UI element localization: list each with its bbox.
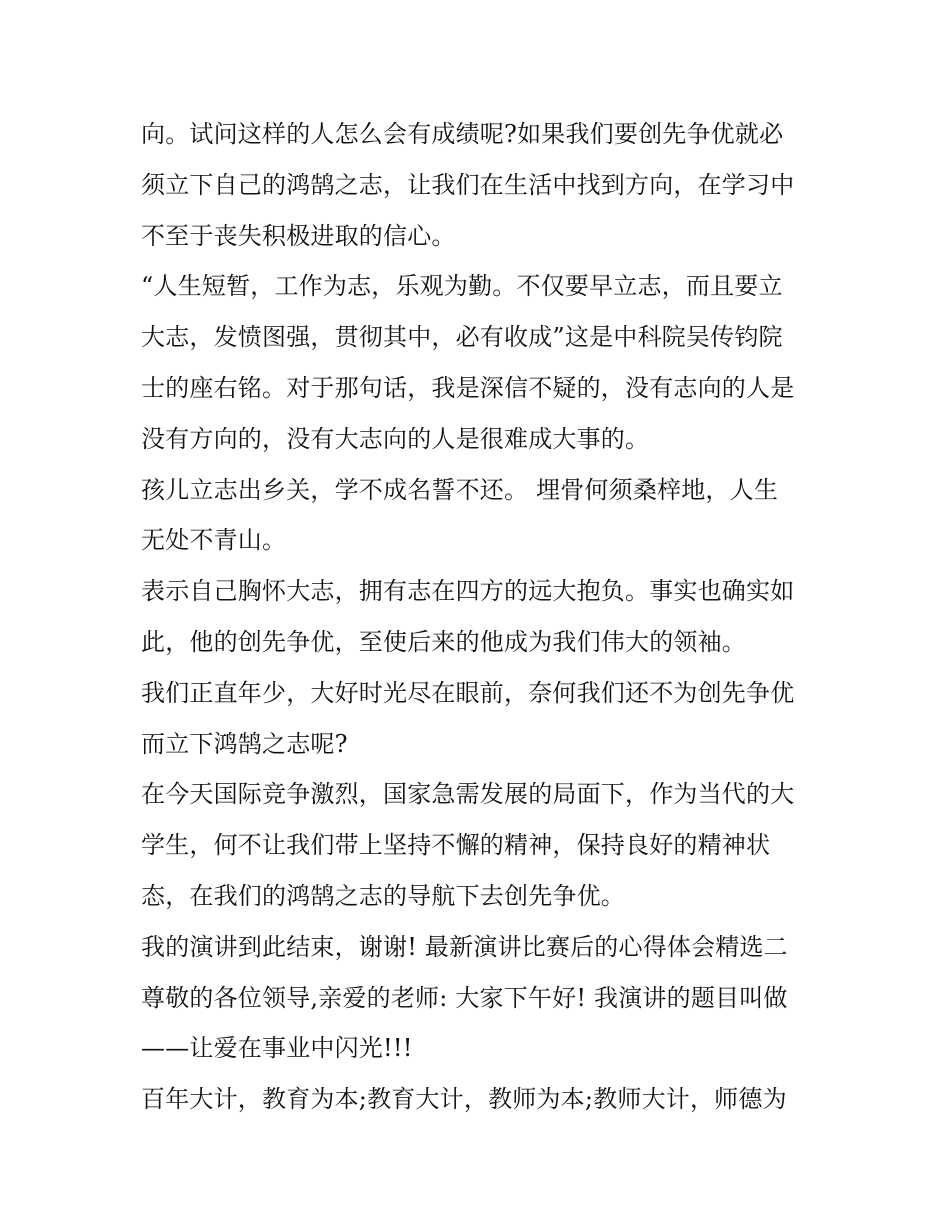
text-line: 大志，发愤图强，贯彻其中，必有收成”这是中科院吴传钧院 [141,323,783,352]
text-line: ——让爱在事业中闪光!!! [141,1034,413,1063]
text-line: 而立下鸿鹄之志呢? [141,729,348,758]
text-line: 无处不青山。 [141,526,287,555]
text-line: 须立下自己的鸿鹄之志，让我们在生活中找到方向，在学习中 [141,170,795,199]
text-line: 百年大计，教育为本;教育大计，教师为本;教师大计，师德为 [141,1085,787,1114]
text-line: 不至于丧失积极进取的信心。 [141,221,456,250]
text-line: 在今天国际竞争激烈，国家急需发展的局面下，作为当代的大 [141,780,795,809]
text-line: 态，在我们的鸿鹄之志的导航下去创先争优。 [141,881,625,910]
text-line: 表示自己胸怀大志，拥有志在四方的远大抱负。事实也确实如 [141,577,795,606]
text-line: 孩儿立志出乡关，学不成名誓不还。 埋骨何须桑梓地，人生 [141,475,779,504]
text-line: 尊敬的各位领导,亲爱的老师: 大家下午好! 我演讲的题目叫做 [141,983,788,1012]
body-text [141,109,821,1125]
text-line: 没有方向的，没有大志向的人是很难成大事的。 [141,424,650,453]
text-line: 我们正直年少，大好时光尽在眼前，奈何我们还不为创先争优 [141,678,795,707]
text-line: 此，他的创先争优，至使后来的他成为我们伟大的领袖。 [141,627,746,656]
text-line: 士的座右铭。对于那句话，我是深信不疑的，没有志向的人是 [141,373,795,402]
text-line: “人生短暂，工作为志，乐观为勤。不仅要早立志，而且要立 [141,272,783,301]
text-line: 学生，何不让我们带上坚持不懈的精神，保持良好的精神状 [141,831,771,860]
text-line: 我的演讲到此结束，谢谢! 最新演讲比赛后的心得体会精选二 [141,932,788,961]
text-line: 向。试问这样的人怎么会有成绩呢?如果我们要创先争优就必 [141,120,784,148]
